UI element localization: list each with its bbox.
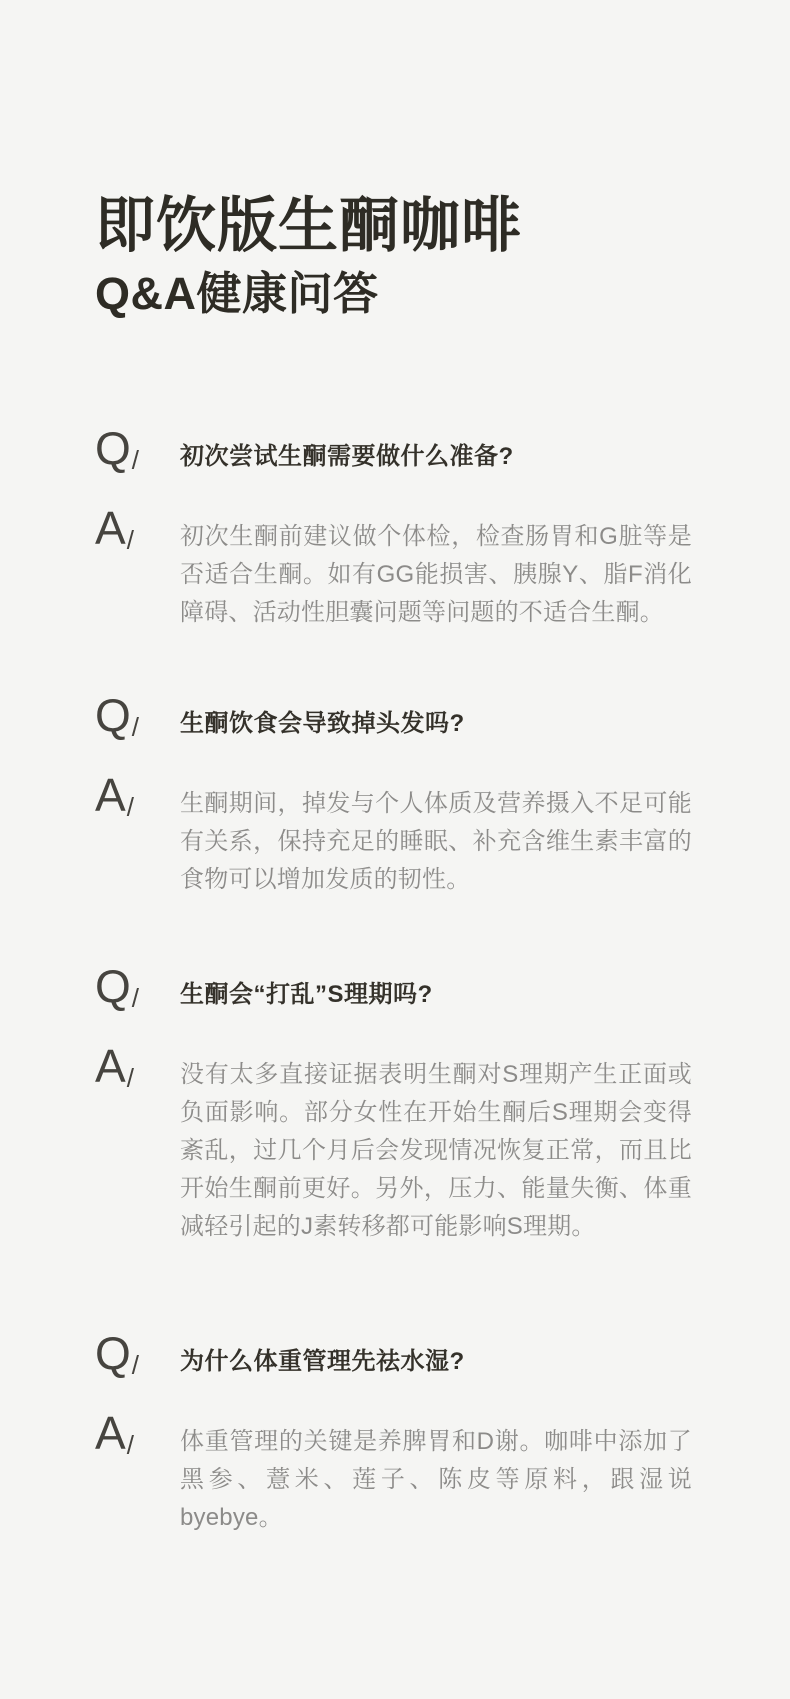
a-marker [95, 768, 180, 822]
answer-row [95, 1039, 692, 1246]
answer-row [95, 1406, 692, 1537]
qa-list [95, 421, 692, 1537]
a-letter: A [95, 502, 126, 555]
page-subtitle: Q&A健康问答 [95, 268, 379, 320]
question-text: 初次尝试生酮需要做什么准备? [180, 443, 514, 471]
a-slash-icon: / [126, 525, 134, 556]
question-row [95, 688, 692, 742]
question-text: 为什么体重管理先祛水湿? [180, 1348, 465, 1376]
q-marker [95, 421, 180, 475]
q-letter: Q [95, 1327, 131, 1380]
q-slash-icon: / [131, 712, 140, 743]
a-marker [95, 1406, 180, 1460]
answer-text: 没有太多直接证据表明生酮对S理期产生正面或负面影响。部分女性在开始生酮后S理期会变得紊乱，过几个月后会发现情况恢复正常，而且比开始生酮前更好。另外，压力、能量失衡、体重减轻引起的J素转移都可能影响S理期。 [180, 1061, 692, 1241]
q-letter: Q [95, 422, 131, 475]
answer-row [95, 501, 692, 632]
answer-text: 初次生酮前建议做个体检，检查肠胃和G脏等是否适合生酮。如有GG能损害、胰腺Y、脂F消化障碍、活动性胆囊问题等问题的不适合生酮。 [180, 523, 692, 627]
qa-item-3 [95, 959, 692, 1246]
q-slash-icon: / [131, 1350, 140, 1381]
answer-row [95, 768, 692, 899]
a-letter: A [95, 769, 126, 822]
a-letter: A [95, 1407, 126, 1460]
q-marker [95, 959, 180, 1013]
question-text: 生酮会“打乱”S理期吗? [180, 981, 433, 1009]
qa-item-1 [95, 421, 692, 632]
a-letter: A [95, 1040, 126, 1093]
question-row [95, 959, 692, 1013]
answer-text: 生酮期间，掉发与个人体质及营养摄入不足可能有关系，保持充足的睡眠、补充含维生素丰富的食物可以增加发质的韧性。 [180, 790, 692, 894]
qa-item-4 [95, 1326, 692, 1537]
a-slash-icon: / [126, 792, 134, 823]
question-row [95, 421, 692, 475]
a-slash-icon: / [126, 1063, 134, 1094]
qa-item-2 [95, 688, 692, 899]
q-letter: Q [95, 960, 131, 1013]
answer-text: 体重管理的关键是养脾胃和D谢。咖啡中添加了黑参、薏米、莲子、陈皮等原料，跟湿说byebye。 [180, 1428, 692, 1532]
a-marker [95, 501, 180, 555]
q-letter: Q [95, 689, 131, 742]
q-marker [95, 1326, 180, 1380]
page-title: 即饮版生酮咖啡 [95, 192, 522, 259]
q-marker [95, 688, 180, 742]
question-row [95, 1326, 692, 1380]
a-marker [95, 1039, 180, 1093]
q-slash-icon: / [131, 983, 140, 1014]
question-text: 生酮饮食会导致掉头发吗? [180, 710, 465, 738]
q-slash-icon: / [131, 445, 140, 476]
page-header [95, 192, 692, 321]
a-slash-icon: / [126, 1430, 134, 1461]
